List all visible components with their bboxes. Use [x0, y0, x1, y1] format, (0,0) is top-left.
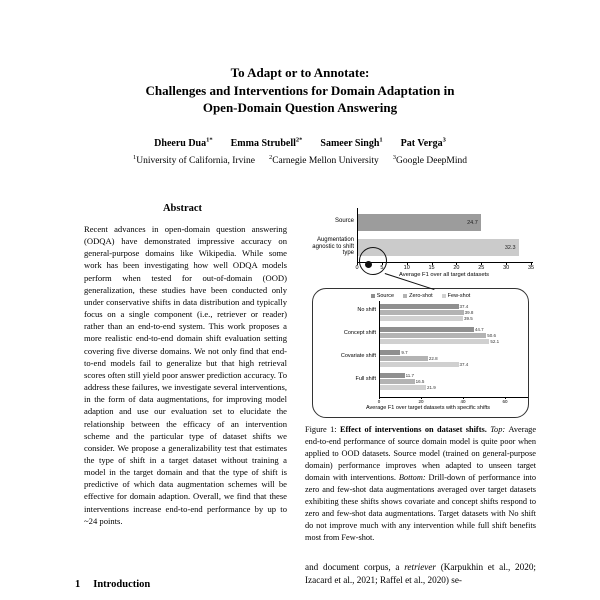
author-name: Dheeru Dua$^{1*}$ — [154, 137, 213, 150]
author-superscript: 1* — [206, 137, 213, 144]
author-superscript: 3 — [442, 137, 446, 144]
affiliation: $^2$Carnegie Mellon University — [268, 154, 379, 167]
abstract-heading: Abstract — [162, 203, 203, 214]
bar-value-label: 37.4 — [459, 362, 469, 367]
x-tick-label: 0 — [377, 399, 381, 404]
author-name: Pat Verga$^3$ — [400, 137, 446, 150]
category-label: Augmentation agnostic to shift type — [312, 237, 354, 256]
affiliation-superscript: 2 — [268, 154, 273, 161]
legend-swatch — [371, 294, 375, 298]
text-segment: Top: — [490, 425, 509, 434]
section-heading-introduction — [75, 579, 290, 590]
bar-value-label: 22.8 — [428, 356, 438, 361]
title-line: Challenges and Interventions for Domain Adaptation in — [145, 82, 455, 98]
text-segment: retriever — [404, 562, 437, 572]
bar-value-label: 24.7 — [467, 220, 478, 226]
author-superscript: 2* — [295, 137, 303, 144]
text-segment: (Karpukhin et al., 2020; Izacard et al., 2021; Raffel et al., 2020) se- — [305, 562, 536, 585]
legend-item — [403, 293, 433, 299]
title-line: Open-Domain Question Answering — [202, 100, 398, 115]
affiliation: $^1$University of California, Irvine — [132, 154, 255, 167]
x-axis-label: Average F1 over all target datasets — [398, 272, 490, 278]
abstract-text: Recent advances in open-domain question answering (ODQA) have demonstrated impressive accuracy on general-purpose domains like Wikipedia. While some work has been investigating how well ODQA models perform when tested for out-of-domain (OOD) generalization, these studies have been conducted only under conservative shifts in data distribution and typically focus on a single component (i.e., retriever or reader) rather than an end-to-end system. This work proposes a more realistic end-to-end domain shift evaluation setting covering five diverse domains. We not only find that end-to-end models fail to generalize but that high retrieval scores often still yield poor answer prediction accuracy. To address these failures, we investigate several interventions, in the form of data augmentations, for improving model adaption and use our evaluation set to elucidate the relationship between the efficacy of an intervention scheme and the particular type of dataset shifts we consider. We propose a generalizability test that estimates the type of shift in a target dataset without training a model in the target domain and that the type of shift is predictive of which data augmentation schemes will be effective for domain adaption. Overall, we find that these interventions increase end-to-end performance by up to ~24 points. — [84, 224, 287, 526]
legend-label: Few-shot — [447, 293, 471, 299]
x-tick-label: 60 — [502, 399, 508, 404]
x-tick-label: 15 — [428, 265, 435, 271]
text-segment: Bottom: — [398, 472, 429, 482]
top-bar-chart — [305, 204, 535, 286]
drilldown-bar-chart — [312, 288, 529, 418]
legend-swatch — [442, 294, 446, 298]
x-tick-label: 20 — [453, 265, 460, 271]
bar-source-covariate-shift — [380, 350, 400, 355]
paper-title — [0, 64, 600, 117]
bar-zero-shot-covariate-shift — [380, 356, 428, 361]
bar-zero-shot-full-shift — [380, 379, 415, 384]
bar-value-label: 52.1 — [490, 339, 500, 344]
x-tick-label: 30 — [503, 265, 510, 271]
text-segment: Effect of interventions on dataset shifts. — [339, 425, 491, 434]
bar-value-label: 11.7 — [405, 373, 414, 378]
bar-few-shot-concept-shift — [380, 339, 489, 344]
bar-value-label: 39.5 — [463, 316, 473, 321]
bar-value-label: 37.4 — [459, 304, 469, 309]
category-label: Source — [334, 218, 354, 224]
bar-few-shot-no-shift — [380, 316, 463, 321]
x-tick-label: 35 — [527, 265, 535, 271]
magnified-data-point — [365, 261, 372, 268]
bar-value-label: 16.5 — [415, 379, 425, 384]
bar-source — [358, 214, 481, 231]
category-label: Concept shift — [343, 330, 376, 336]
bar-value-label: 21.9 — [426, 385, 436, 390]
x-tick-label: 25 — [478, 265, 485, 271]
author-line — [0, 137, 600, 149]
legend-label: Zero-shot — [409, 293, 433, 299]
x-tick-label: 40 — [460, 399, 466, 404]
author-name: Emma Strubell$^{2*}$ — [230, 137, 303, 150]
bar-value-label: 50.6 — [487, 333, 497, 338]
x-axis-label: Average F1 over target datasets with specific shifts — [365, 405, 490, 411]
legend-swatch — [403, 294, 407, 298]
text-segment: Average end-to-end performance of source domain model is quite poor when applied to OOD datasets. Source model (trained on general-purpose domain) performance improves when adapted to unseen target domain with interventions. — [305, 425, 536, 482]
legend-item — [442, 293, 471, 299]
affiliation-superscript: 1 — [132, 154, 137, 161]
x-tick-label: 10 — [403, 265, 410, 271]
author-superscript: 1 — [379, 137, 383, 144]
chart-legend — [313, 293, 528, 299]
title-line: To Adapt or to Annotate: — [230, 65, 370, 80]
bar-value-label: 39.8 — [464, 310, 474, 315]
bar-few-shot-full-shift — [380, 385, 426, 390]
bar-source-concept-shift — [380, 327, 474, 332]
x-tick-label: 5 — [380, 265, 384, 271]
bar-few-shot-covariate-shift — [380, 362, 459, 367]
text-segment: Drill-down of performance into zero and few-shot data augmentations averaged over target datasets exhibiting these shifts shows covariate and concept shifts respond to zero and few-shot data augmentations. Target datasets with No shift do not improve much with any intervention while full shift benefits most from Few-shot. — [305, 472, 536, 542]
figure-caption — [305, 424, 536, 544]
bar-value-label: 44.7 — [474, 327, 484, 332]
bar-zero-shot-no-shift — [380, 310, 464, 315]
section-title: Introduction — [93, 579, 151, 590]
bar-zero-shot-concept-shift — [380, 333, 486, 338]
text-segment: and document corpus, a — [305, 562, 405, 572]
x-tick-label: 0 — [355, 265, 359, 271]
text-segment: Figure 1: — [305, 425, 340, 434]
section-number: 1 — [75, 579, 81, 590]
bar-value-label: 32.3 — [504, 245, 516, 251]
affiliation: $^3$Google DeepMind — [392, 154, 468, 167]
affiliation-superscript: 3 — [392, 154, 397, 161]
affiliation-line — [0, 154, 600, 166]
magnifier-icon — [359, 247, 387, 275]
category-label: Covariate shift — [340, 353, 376, 359]
legend-item — [371, 293, 394, 299]
bar-source-full-shift — [380, 373, 405, 378]
bar-value-label: 9.7 — [401, 350, 408, 355]
author-name: Sameer Singh$^1$ — [320, 137, 383, 150]
bar-source-no-shift — [380, 304, 459, 309]
body-paragraph — [305, 561, 536, 586]
legend-label: Source — [376, 293, 395, 299]
category-label: Full shift — [355, 376, 376, 382]
category-label: No shift — [357, 307, 376, 313]
figure-1 — [305, 204, 535, 420]
x-tick-label: 20 — [418, 399, 424, 404]
